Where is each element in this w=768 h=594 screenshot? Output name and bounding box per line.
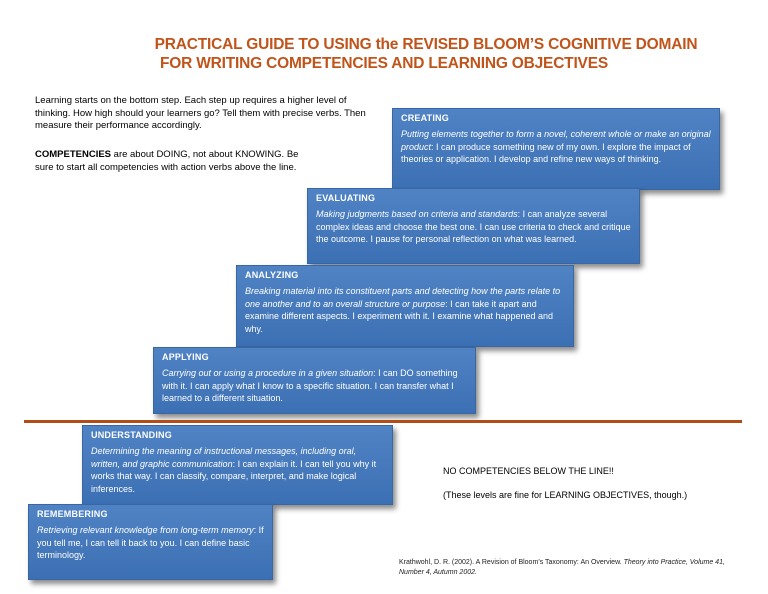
- step-description: : I can explain it. I can tell you why it works that way. I can classify, compare, interpret, and make logical inferences.: [91, 458, 377, 494]
- step-description: : I can DO something with it. I can apply what I know to a specific situation. I can transfer what I learned to a different situation.: [162, 368, 458, 404]
- competencies-label: COMPETENCIES: [35, 149, 112, 160]
- step-description: : If you tell me, I can tell it back to you. I can define basic terminology.: [37, 525, 264, 561]
- citation: [399, 558, 729, 577]
- step-definition: Carrying out or using a procedure in a given situation: [162, 368, 374, 378]
- step-definition: Making judgments based on criteria and standards: [316, 209, 518, 219]
- learning-objectives-note: (These levels are fine for LEARNING OBJECTIVES, though.): [443, 490, 688, 500]
- step-definition: Putting elements together to form a novel, coherent whole or make an original product: [401, 129, 711, 152]
- step-body: [162, 367, 467, 405]
- step-evaluating: [307, 188, 640, 264]
- step-heading: UNDERSTANDING: [91, 430, 172, 440]
- step-body: [91, 445, 384, 495]
- citation-text: Krathwohl, D. R. (2002). A Revision of Bloom’s Taxonomy: An Overview.: [399, 559, 624, 566]
- step-heading: CREATING: [401, 113, 449, 123]
- competencies-paragraph: [35, 149, 315, 174]
- step-heading: EVALUATING: [316, 193, 376, 203]
- step-remembering: [28, 504, 273, 580]
- step-body: [37, 524, 264, 562]
- step-description: : I can analyze several complex ideas and choose the best one. I can use criteria to check and critique the outcome. I pause for personal reflection on what was learned.: [316, 209, 631, 245]
- step-heading: REMEMBERING: [37, 509, 108, 519]
- step-applying: [153, 347, 476, 414]
- step-definition: Determining the meaning of instructional messages, including oral, written, and graphic communication: [91, 446, 357, 469]
- step-creating: [392, 108, 720, 190]
- step-body: [245, 285, 565, 335]
- step-body: [401, 128, 711, 166]
- step-definition: Breaking material into its constituent parts and detecting how the parts relate to one another and to an overall structure or purpose: [245, 286, 561, 309]
- competency-line-divider: [24, 420, 742, 423]
- step-understanding: [82, 425, 393, 505]
- step-heading: APPLYING: [162, 352, 209, 362]
- step-analyzing: [236, 265, 574, 347]
- step-description: : I can produce something new of my own. I explore the impact of theories or application. I develop and refine new ways of thinking.: [401, 141, 691, 165]
- page-title-line-1: PRACTICAL GUIDE TO USING the REVISED BLOOM’S COGNITIVE DOMAIN: [154, 36, 698, 53]
- no-competencies-note: NO COMPETENCIES BELOW THE LINE!!: [443, 466, 614, 476]
- step-definition: Retrieving relevant knowledge from long-term memory: [37, 525, 254, 535]
- citation-journal: Theory into Practice, Volume 41, Number 4, Autumn 2002.: [399, 559, 725, 576]
- intro-paragraph: Learning starts on the bottom step. Each step up requires a higher level of thinking. How high should your learners go? Tell them with precise verbs. Then measure their performance accordingly.: [35, 95, 366, 131]
- step-body: [316, 208, 631, 246]
- competencies-text: are about DOING, not about KNOWING. Be sure to start all competencies with action verbs above the line.: [35, 149, 299, 173]
- page-title-line-2: FOR WRITING COMPETENCIES AND LEARNING OBJECTIVES: [160, 55, 608, 72]
- step-description: : I can take it apart and examine different aspects. I experiment with it. I examine what happened and why.: [245, 298, 554, 334]
- step-heading: ANALYZING: [245, 270, 299, 280]
